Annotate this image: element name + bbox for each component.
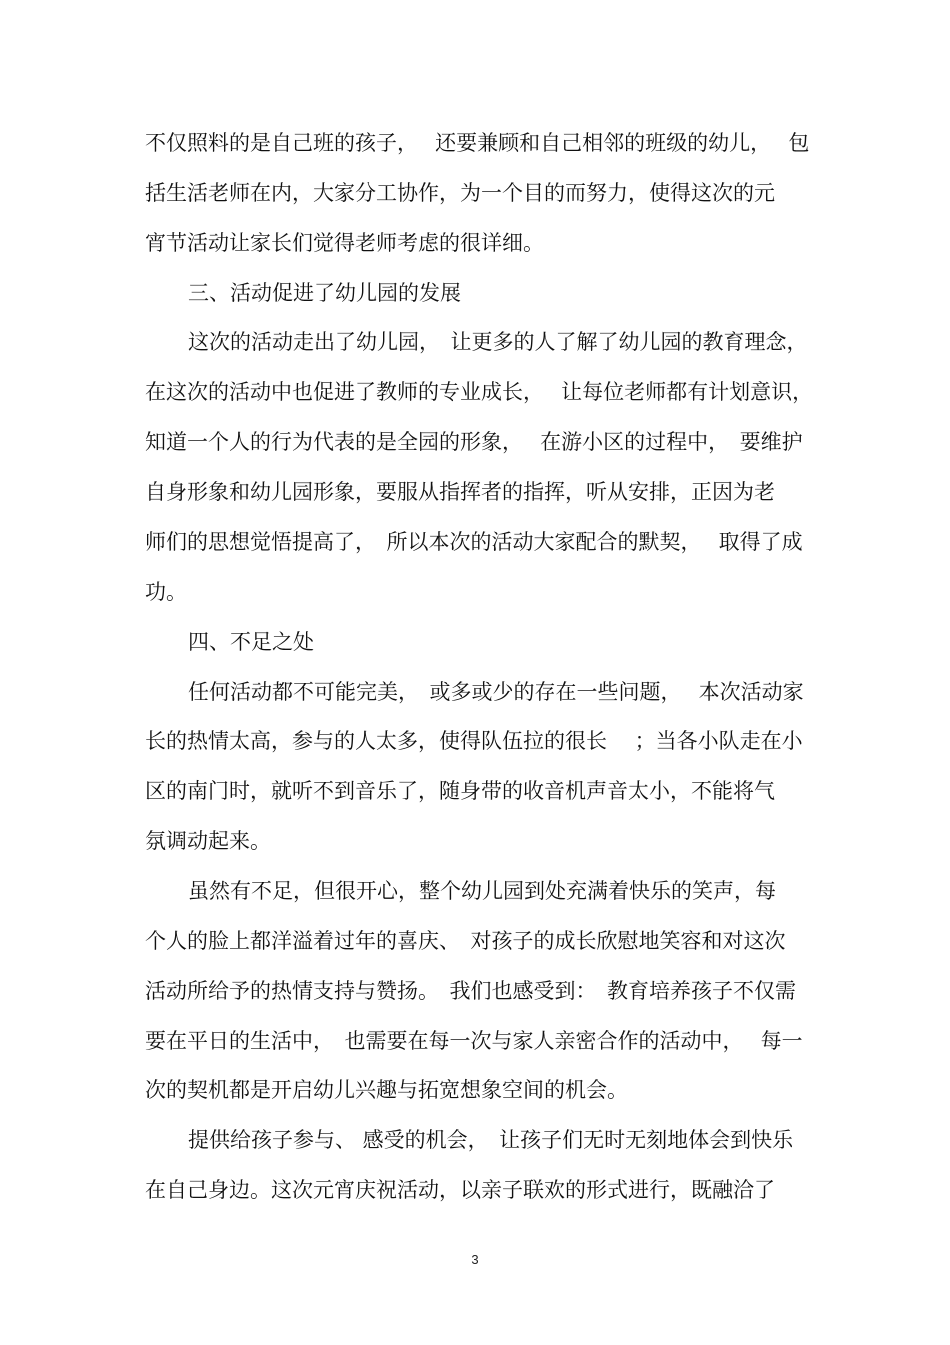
text-line: 师们的思想觉悟提高了， 所以本次的活动大家配合的默契， 取得了成 [145,530,803,554]
page-number: 3 [471,1252,479,1267]
text-line: 活动所给予的热情支持与赞扬。 我们也感受到： 教育培养孩子不仅需 [145,979,796,1003]
text-line: 自身形象和幼儿园形象，要服从指挥者的指挥，听从安排，正因为老 [145,480,775,504]
text-line: 功。 [145,580,187,604]
text-line: 任何活动都不可能完美， 或多或少的存在一些问题， 本次活动家 [188,680,804,704]
text-line: 长的热情太高，参与的人太多，使得队伍拉的很长 ；当各小队走在小 [145,729,803,753]
text-line: 知道一个人的行为代表的是全园的形象， 在游小区的过程中， 要维护 [145,430,803,454]
text-line: 要在平日的生活中， 也需要在每一次与家人亲密合作的活动中， 每一 [145,1029,803,1053]
text-line: 虽然有不足，但很开心，整个幼儿园到处充满着快乐的笑声，每 [188,879,776,903]
text-line: 氛调动起来。 [145,829,271,853]
text-line: 次的契机都是开启幼儿兴趣与拓宽想象空间的机会。 [145,1078,628,1102]
text-line: 区的南门时，就听不到音乐了，随身带的收音机声音太小，不能将气 [145,779,775,803]
text-line: 在自己身边。这次元宵庆祝活动，以亲子联欢的形式进行，既融洽了 [145,1178,775,1202]
text-line: 个人的脸上都洋溢着过年的喜庆、 对孩子的成长欣慰地笑容和对这次 [145,929,786,953]
text-line: 括生活老师在内，大家分工协作，为一个目的而努力，使得这次的元 [145,181,775,205]
section-heading-4: 四、不足之处 [188,630,314,654]
text-line: 宵节活动让家长们觉得老师考虑的很详细。 [145,231,544,255]
text-line: 这次的活动走出了幼儿园， 让更多的人了解了幼儿园的教育理念， [188,330,808,354]
section-heading-3: 三、活动促进了幼儿园的发展 [188,281,461,305]
text-line: 不仅照料的是自己班的孩子， 还要兼顾和自己相邻的班级的幼儿， 包 [145,131,810,155]
text-line: 在这次的活动中也促进了教师的专业成长， 让每位老师都有计划意识， [145,380,814,404]
text-line: 提供给孩子参与、 感受的机会， 让孩子们无时无刻地体会到快乐 [188,1128,794,1152]
